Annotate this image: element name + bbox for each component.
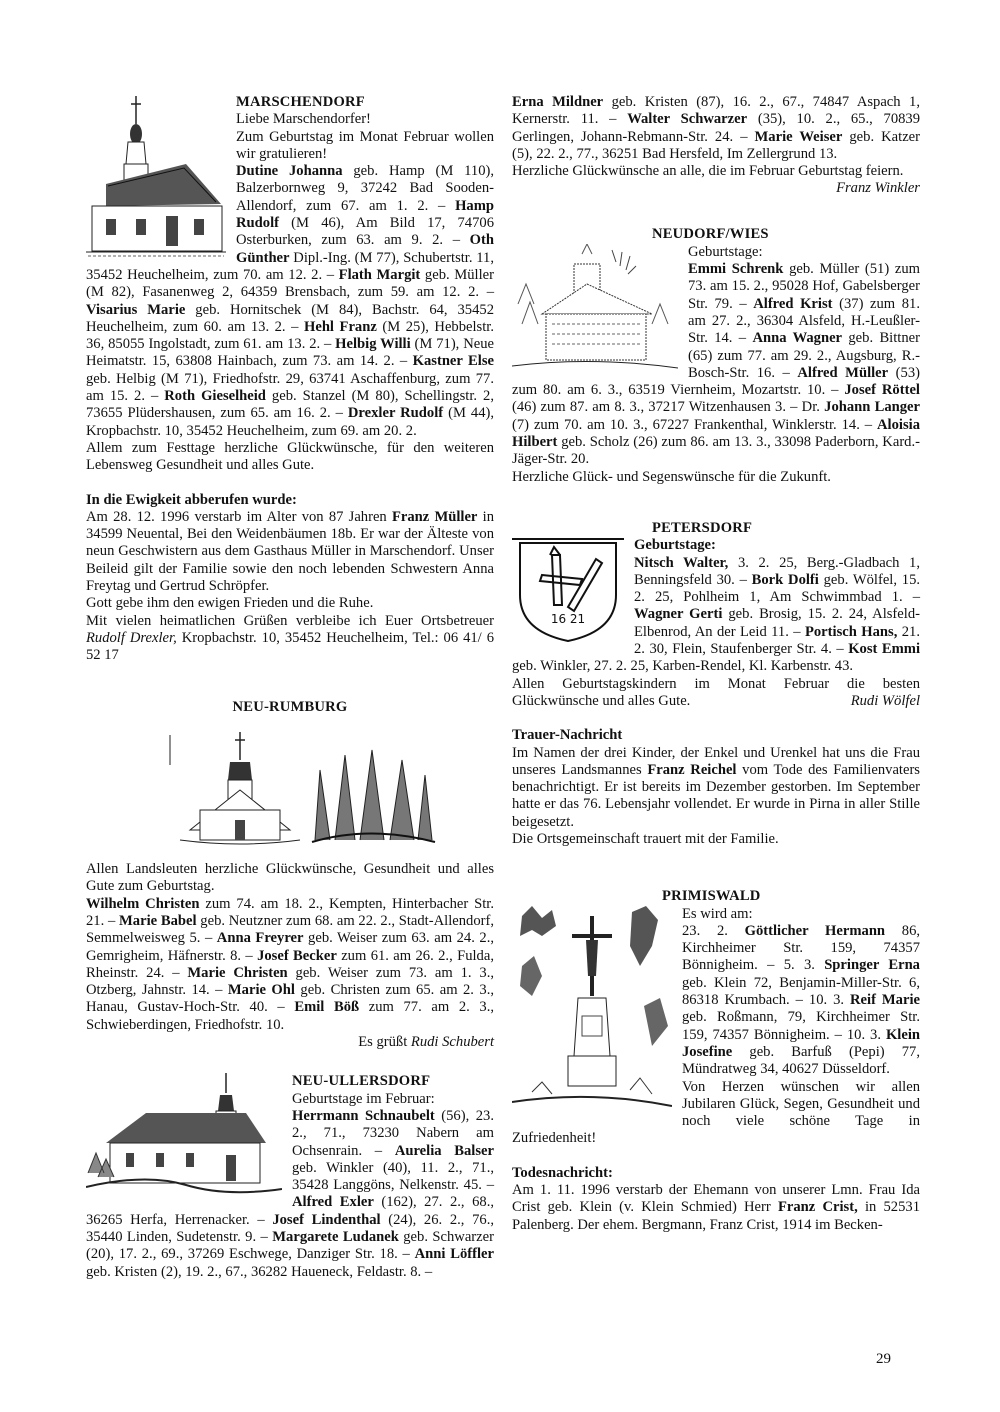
person-name: Alfred Müller [797,364,889,381]
section-neu-rumburg [86,699,494,1052]
person-details: geb. Neutzner zum 68. am 22. 2., Stadt-Allendorf, Semmelweisweg 5. – [86,912,494,947]
person-details: (M 25), Hebbelstr. 36, 85055 Ingolstadt, zum 61. am 13. 2. – [86,318,494,353]
person-details: 86, Kirchheimer Str. 159, 74357 Bönnigheim. – 5. 3. [682,922,921,974]
section-neudorf-wies [512,226,920,485]
person-name: Erna Mildner [512,94,604,110]
signature-text: Es grüßt [358,1034,411,1051]
neudorf-closing: Herzliche Glück- und Segenswünsche für die Zukunft. [512,468,831,485]
neudorf-intro: Geburtstage: [688,243,763,260]
person-name: Margarete Ludanek [272,1229,399,1246]
person-name: Kastner Else [412,353,494,370]
right-column [512,94,920,1234]
person-name: Bork Dolfi [751,571,819,588]
person-details: geb. Helbig (M 71), Friedhofstr. 29, 63741 Aschaffenburg, zum 77. am 15. 2. – [86,370,494,405]
person-details: geb. Scholz (26) zum 86. am 13. 3., 33098 Paderborn, Kard.-Jäger-Str. 20. [512,434,920,468]
neu-ullersdorf-birthday-list-part2 [512,94,920,163]
person-name: Springer Erna [824,957,920,974]
neu-rumburg-title: NEU-RUMBURG [232,698,348,715]
person-details: 21. 2. 30, Flein, Staufenberger Str. 4. – [634,623,920,658]
person-details: geb. Wölfel, 15. 2. 25, Pohlheim 1, Am Schwimmbad 1. – [634,571,921,606]
person-details: (162), 27. 2., 68., 36265 Herfa, Herrenacker. – [86,1194,494,1228]
person-details: geb. Katzer (5), 22. 2., 77., 36251 Bad Hersfeld, Im Zellergrund 13. [512,128,921,162]
person-details: (7) zum 70. am 10. 3., 67227 Frankenthal, Winklerstr. 14. – [512,416,878,433]
person-name: Marie Christen [187,964,288,981]
person-details: (M 46), Am Bild 17, 74706 Osterburken, zum 63. am 9. 2. – [236,215,494,249]
person-details: geb. Barfuß (Pepi) 77, Mündratweg 34, 40627 Düsseldorf. [682,1043,920,1078]
person-name: Göttlicher Hermann [744,922,886,939]
crest-year: 16 21 [550,612,586,627]
todes-heading: Todesnachricht: [512,1164,613,1181]
marschendorf-intro: Zum Geburtstag im Monat Februar wollen wir gratulieren! [236,128,494,162]
closing-text: Allen Geburtstagskindern im Monat Februar die besten Glückwünsche und alles Gute. [512,675,920,709]
person-name: Aurelia Balser [394,1142,494,1159]
section-neu-ullersdorf-continued [512,94,921,197]
neu-rumburg-signature [86,1034,494,1051]
section-marschendorf [86,94,494,665]
marschendorf-salutation: Liebe Marschendorfer! [236,111,371,128]
person-details: geb. Winkler, 27. 2. 25, Karben-Rendel, Kl. Karbenstr. 43. [512,658,854,675]
person-name: Oth Günther [236,232,494,266]
person-name: Dutine Johanna [236,163,343,180]
neudorf-title: NEUDORF/WIES [652,226,769,243]
section-primiswald [512,888,920,1234]
section-neu-ullersdorf [86,1073,494,1281]
person-details: (46) zum 87. am 8. 3., 37217 Witzenhausen 3. – Dr. [512,399,825,416]
primiswald-title: PRIMISWALD [662,888,761,905]
deceased-name: Franz Crist, [777,1199,858,1216]
person-name: Johann Langer [824,399,920,416]
section-petersdorf [512,520,920,848]
primiswald-wayside-cross-illustration [512,906,672,1116]
person-details: geb. Brosig, 15. 2. 24, Alsfeld-Elbenrod, An der Leid 11. – [634,606,920,640]
person-details: (24), 26. 2., 76., 35440 Linden, Sudetenstr. 9. – [86,1211,494,1246]
obituary-text-part: in 34599 Neuental, Bei den Weidenbäumen 18b. Er war der Älteste von neun Geschwistern aus dem Gasthaus Müller in Marschendorf. Unser Beileid gilt der Familie sowie den noch lebenden Schwestern Anna Freytag und Gertrud Schröpfer. [86,508,494,595]
person-name: Emmi Schrenk [688,261,784,278]
person-details: geb. Stanzel (M 80), Schellingstr. 2, 73655 Plüdershausen, zum 65. am 16. 2. – [86,388,494,422]
person-name: Marie Ohl [227,982,295,999]
person-details: geb. Roßmann, 79, Kirchheimer Str. 159, 74357 Bönnigheim. – 10. 3. [682,1009,920,1043]
neu-ullersdorf-church-illustration [86,1073,282,1197]
obituary-text [86,509,494,595]
todes-text [512,1182,920,1234]
person-details: (35), 10. 2., 65., 70839 Gerlingen, Johann-Rebmann-Str. 24. – [512,111,921,145]
person-name: Reif Marie [850,992,920,1009]
neu-ullersdorf-closing [512,163,920,197]
person-name: Nitsch Walter, [634,554,729,571]
person-details: (M 44), Kropbachstr. 10, 35452 Heuchelheim, zum 69. am 20. 2. [86,405,495,439]
greeting-text: Mit vielen heimatlichen Grüßen verbleibe ich Euer Ortsbetreuer [86,612,494,629]
trauer-text-part: vom Tode des Familienvaters benachrichtigt. Er ist bereits im Dezember gestorben. Im September hatte er das 76. Lebensjahr vollendet. Er wurde in Pirna in aller Stille beigesetzt. [512,761,920,830]
greeting-address: Kropbachstr. 10, 35452 Heuchelheim, Tel.: 06 41/ 6 52 17 [86,629,494,664]
person-name: Wilhelm Christen [86,895,200,912]
person-name: Alfred Krist [753,295,833,312]
person-name: Herrmann Schnaubelt [292,1107,435,1124]
person-details: 3. 2. 25, Berg.-Gladbach 1, Benningsfeld 30. – [634,554,920,588]
person-name: Walter Schwarzer [627,111,748,128]
person-name: Josef Röttel [844,382,920,399]
person-name: Aloisia Hilbert [512,416,920,451]
person-name: Drexler Rudolf [347,405,444,422]
neu-rumburg-church-sketch [140,730,440,850]
marschendorf-title: MARSCHENDORF [236,94,365,110]
person-details: geb. Kristen (2), 19. 2., 67., 36282 Haueneck, Feldastr. 8. – [86,1263,433,1280]
trauer-heading: Trauer-Nachricht [512,727,623,744]
person-details: geb. Winkler (40), 11. 2., 71., 35428 Langgöns, Nelkenstr. 45. – [292,1159,494,1194]
neu-ullersdorf-title: NEU-ULLERSDORF [292,1073,431,1090]
person-name: Anna Freyrer [216,930,304,947]
deceased-name: Franz Müller [391,508,478,525]
neu-ullersdorf-intro: Geburtstage im Februar: [292,1090,435,1107]
person-name: Alfred Exler [292,1194,374,1211]
person-details: Dipl.-Ing. (M 77), Schubertstr. 11, 35452 Heuchelheim, zum 70. am 12. 2. – [86,249,494,283]
person-details: geb. Hamp (M 110), Balzerbornweg 9, 37242 Bad Sooden-Allendorf, zum 67. am 1. 2. – [236,163,494,214]
person-name: Visarius Marie [86,301,186,318]
neu-rumburg-illustrations [86,730,494,855]
signature-name: Rudi Schubert [410,1034,494,1051]
marschendorf-church-illustration [86,94,226,264]
person-name: Klein Josefine [682,1026,920,1060]
person-name: Anna Wagner [752,330,843,347]
person-details: zum 77. am 2. 3., Schwieberdingen, Friedhofstr. 10. [86,999,495,1033]
neu-rumburg-birthday-list [86,896,494,1034]
person-details: (53) zum 80. am 6. 3., 63519 Viernheim, Mozartstr. 10. – [512,364,920,399]
person-name: Josef Becker [257,947,337,964]
petersdorf-closing [512,676,920,711]
person-details: geb. Müller (51) zum 73. am 15. 2., 95028 Hof, Gabelsberger Str. 79. – [688,261,920,312]
todes-text-part: in 52531 Palenberg. Der ehem. Bergmann, Franz Crist, 1914 im Becken- [512,1199,920,1233]
signature-name: Franz Winkler [836,180,920,197]
primiswald-closing: Von Herzen wünschen wir allen Jubilaren Glück, Segen, Gesundheit und noch viele schöne Tage in Zufriedenheit! [512,1078,920,1147]
person-details: geb. Kristen (87), 16. 2., 67., 74847 Aspach 1, Kernerstr. 11. – [512,94,920,128]
trauer-text-part: Im Namen der drei Kinder, der Enkel und Urenkel hat uns die Frau unseres Landsmannes [512,744,920,778]
person-details: geb. Hornitschek (M 84), Bachstr. 64, 35452 Heuchelheim, zum 60. am 13. 2. – [86,301,494,335]
petersdorf-coat-of-arms [512,535,624,645]
page-number: 29 [876,1351,891,1367]
primiswald-intro: Es wird am: [682,905,753,922]
person-name: Hamp Rudolf [236,197,494,232]
obituary-heading: In die Ewigkeit abberufen wurde: [86,491,297,508]
person-name: Portisch Hans, [804,623,898,640]
deceased-name: Franz Reichel [647,761,737,778]
person-name: Marie Weiser [754,128,843,145]
left-column [86,94,494,1281]
person-name: Emil Böß [294,999,360,1016]
person-details: geb. Müller (M 82), Fasanenweg 2, 64359 Brensbach, zum 59. am 12. 2. – [86,266,494,301]
person-details: geb. Klein 72, Benjamin-Miller-Str. 6, 86318 Krumbach. – 10. 3. [682,974,920,1009]
person-details: geb. Schwarzer (20), 17. 2., 69., 37269 Eschwege, Danziger Str. 18. – [86,1229,494,1263]
neu-rumburg-intro: Allen Landsleuten herzliche Glückwünsche, Gesundheit und alles Gute zum Geburtstag. [86,861,494,895]
obituary-prayer: Gott gebe ihm den ewigen Frieden und die Ruhe. [86,595,374,612]
person-name: Anni Löffler [414,1246,494,1263]
person-name: Roth Gieselheid [164,388,266,405]
caretaker-name: Rudolf Drexler, [86,629,177,646]
person-details: (37) zum 81. am 27. 2., 36304 Alsfeld, H.-Leußler-Str. 14. – [688,295,920,347]
person-name: Helbig Willi [335,336,411,353]
person-details: (M 71), Neue Heimatstr. 15, 63808 Hainbach, zum 73. am 14. 2. – [86,336,494,370]
person-details: geb. Weiser zum 63. am 24. 2., Gemrigheim, Häfnerstr. 8. – [86,930,494,964]
birthday-date: 23. 2. [682,922,745,939]
person-details: geb. Christen zum 65. am 2. 3., Hanau, Gustav-Hoch-Str. 40. – [86,982,494,1016]
obituary-text-part: Am 28. 12. 1996 verstarb im Alter von 87 Jahren [86,508,392,525]
todes-text-part: Am 1. 11. 1996 verstarb der Ehemann von unserer Lmn. Frau Ida Crist geb. Klein (v. Klein Schmied) Herr [512,1182,920,1216]
signature-name: Rudi Wölfel [850,692,920,709]
person-name: Josef Lindenthal [272,1211,381,1228]
person-name: Flath Margit [338,266,421,283]
person-details: zum 74. am 18. 2., Kempten, Hinterbacher Str. 21. – [86,895,494,929]
petersdorf-title: PETERSDORF [652,519,753,536]
person-name: Hehl Franz [303,318,377,335]
person-details: zum 61. am 26. 2., Fulda, Rheinstr. 24. – [86,947,494,981]
petersdorf-intro: Geburtstage: [634,537,716,554]
person-details: (56), 23. 2., 71., 73230 Nabern am Ochsenrain. – [292,1107,494,1159]
person-name: Marie Babel [119,912,197,929]
person-details: geb. Bittner (65) zum 77. am 29. 2., Augsburg, R.-Bosch-Str. 16. – [688,330,920,381]
neudorf-church-illustration [512,244,678,380]
marschendorf-closing: Allem zum Festtage herzliche Glückwünsche, für den weiteren Lebensweg Gesundheit und alles Gute. [86,439,494,474]
person-name: Wagner Gerti [634,606,723,623]
trauer-text [512,745,920,831]
closing-text: Herzliche Glückwünsche an alle, die im Februar Geburtstag feiern. [512,163,904,180]
trauer-closing: Die Ortsgemeinschaft trauert mit der Familie. [512,830,779,847]
person-name: Kost Emmi [848,641,920,658]
caretaker-greeting [86,613,494,665]
person-details: geb. Weiser zum 73. am 1. 3., Otzberg, Jahnstr. 14. – [86,964,494,999]
